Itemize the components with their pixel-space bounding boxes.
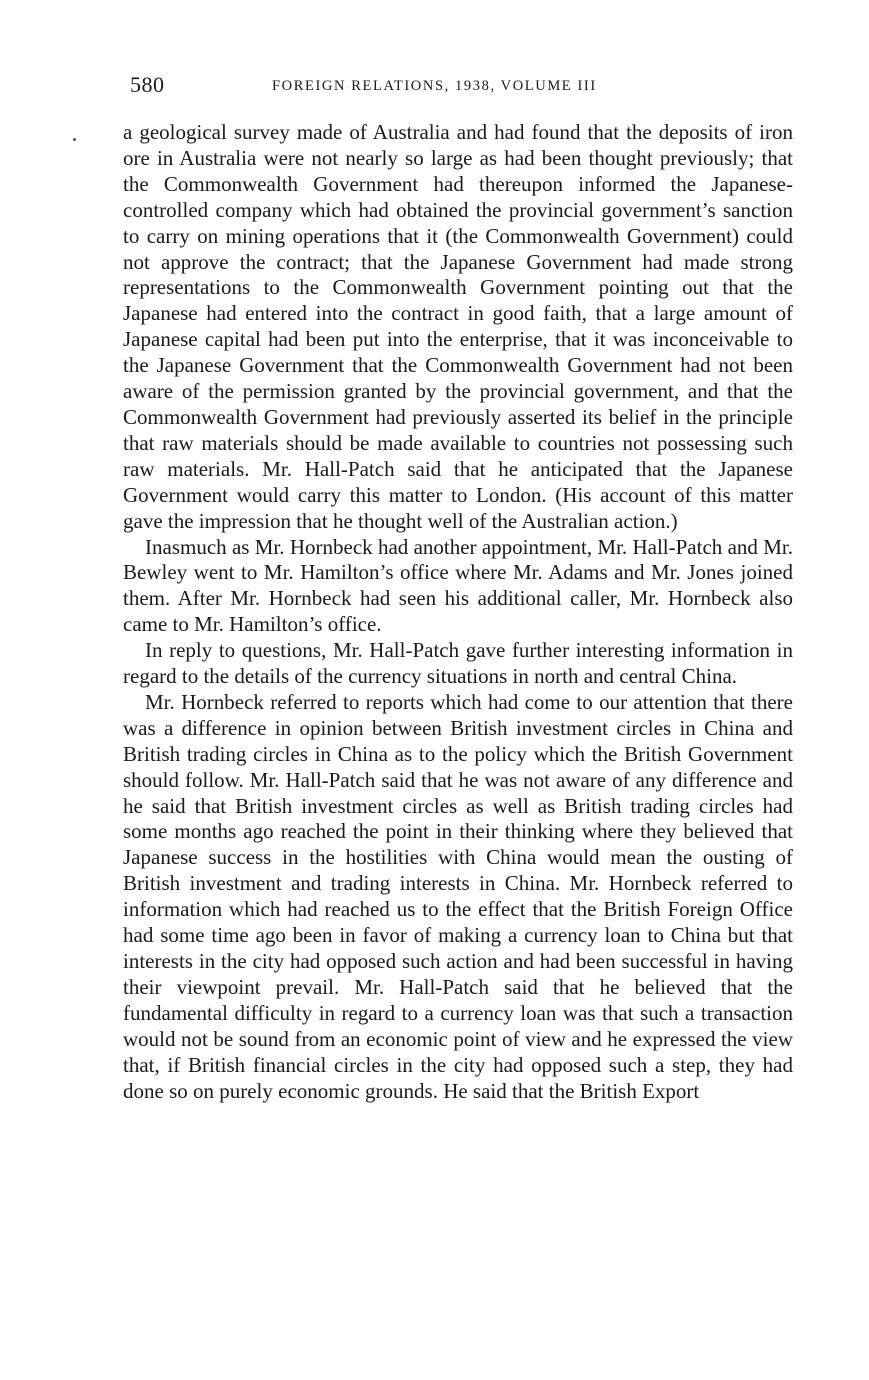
paragraph-currency-situation: In reply to questions, Mr. Hall-Patch gave further interesting information in regard to the details of the currency situations in north and central China.: [123, 638, 793, 689]
running-head: FOREIGN RELATIONS, 1938, VOLUME III: [272, 78, 597, 94]
page-number: 580: [130, 72, 165, 97]
paragraph-investment-circles: Mr. Hornbeck referred to reports which had come to our attention that there was a difference in opinion between British investment circles in China and British trading circles in China as to the policy which the British Government should follow. Mr. Hall-Patch said that he was not aware of any difference and he said that British investment circles as well as British trading circles had some months ago reached the point in their thinking where they believed that Japanese success in the hostilities with China would mean the ousting of British investment and trading interests in China. Mr. Hornbeck referred to information which had reached us to the effect that the British Foreign Office had some time ago been in favor of making a currency loan to China but that interests in the city had opposed such action and had been successful in having their viewpoint prevail. Mr. Hall-Patch said that he believed that the fundamental difficulty in regard to a currency loan was that such a transaction would not be sound from an economic point of view and he expressed the view that, if British financial circles in the city had opposed such a step, they had done so on purely economic grounds. He said that the British Export: [123, 689, 793, 1103]
page-header: [130, 72, 795, 102]
stray-mark: [73, 138, 76, 141]
paragraph-appointment: Inasmuch as Mr. Hornbeck had another appointment, Mr. Hall-Patch and Mr. Bewley went to Mr. Hamilton’s office where Mr. Adams and Mr. Jones joined them. After Mr. Hornbeck had seen his additional caller, Mr. Hornbeck also came to Mr. Hamilton’s office.: [123, 534, 793, 637]
paragraph-continuation: a geological survey made of Australia and had found that the deposits of iron ore in Australia were not nearly so large as had been thought previously; that the Commonwealth Government had thereupon informed the Japanese-controlled company which had obtained the provincial government’s sanction to carry on mining operations that it (the Commonwealth Government) could not approve the contract; that the Japanese Government had made strong representations to the Commonwealth Government pointing out that the Japanese had entered into the contract in good faith, that a large amount of Japanese capital had been put into the enterprise, that it was inconceivable to the Japanese Government that the Commonwealth Government had not been aware of the permission granted by the provincial government, and that the Commonwealth Government had previously asserted its belief in the principle that raw materials should be made available to countries not possessing such raw materials. Mr. Hall-Patch said that he anticipated that the Japanese Government would carry this matter to London. (His account of this matter gave the impression that he thought well of the Australian action.): [123, 120, 793, 533]
body-text: [123, 120, 793, 1104]
